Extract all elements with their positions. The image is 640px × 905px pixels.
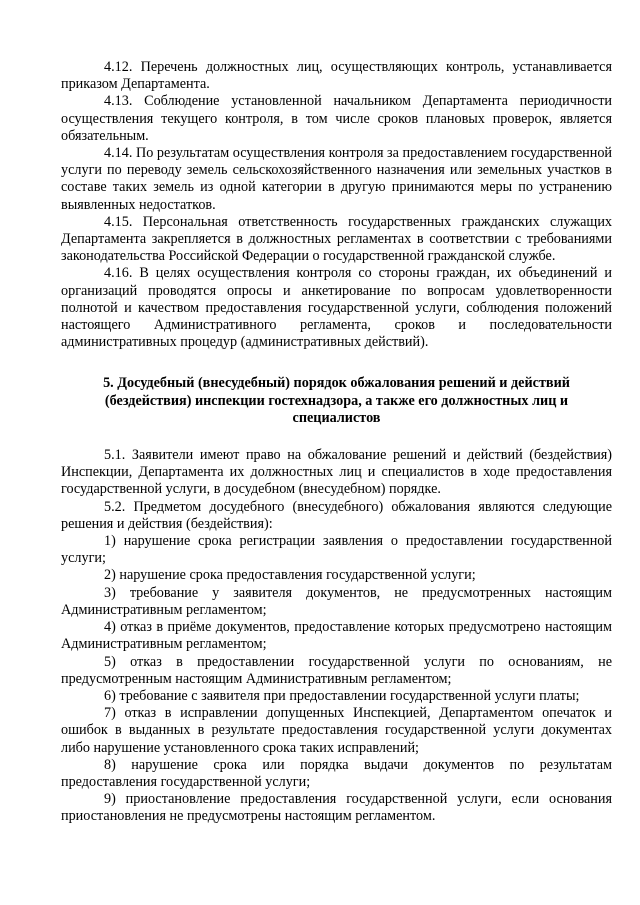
paragraph-5-1: 5.1. Заявители имеют право на обжалование решений и действий (бездействия) Инспекции, Департамента их должностных лиц и специалистов в ходе предоставления государственной услуги, в досудебном (внесудебном) порядке. [61,447,612,498]
list-item-8: 8) нарушение срока или порядка выдачи документов по результатам предоставления государственной услуги; [61,756,612,790]
list-item-1: 1) нарушение срока регистрации заявления о предоставлении государственной услуги; [61,533,612,567]
list-item-9: 9) приостановление предоставления государственной услуги, если основания приостановления не предусмотрены настоящим регламентом. [61,791,612,825]
list-item-4: 4) отказ в приёме документов, предоставление которых предусмотрено настоящим Административным регламентом; [61,619,612,653]
list-item-2: 2) нарушение срока предоставления государственной услуги; [104,567,476,584]
paragraph-4-16: 4.16. В целях осуществления контроля со стороны граждан, их объединений и организаций проводятся опросы и анкетирование по вопросам удовлетворенности полнотой и качеством предоставления государственной услуги, соблюдения положений настоящего Административного регламента, сроков и последовательности административных процедур (административных действий). [61,265,612,351]
section-5-heading: 5. Досудебный (внесудебный) порядок обжалования решений и действий (бездействия) инспекции гостехнадзора, а также его должностных лиц и специалистов [103,375,570,426]
paragraph-4-15: 4.15. Персональная ответственность государственных гражданских служащих Департамента закрепляется в должностных регламентах в соответствии с требованиями законодательства Российской Федерации о государственной гражданской службе. [61,213,612,265]
list-item-7: 7) отказ в исправлении допущенных Инспекцией, Департаментом опечаток и ошибок в выданных в результате предоставления государственной услуги документах либо нарушение установленного срока таких исправлений; [61,705,612,756]
list-item-5: 5) отказ в предоставлении государственной услуги по основаниям, не предусмотренным настоящим Административным регламентом; [61,653,612,687]
list-item-6: 6) требование с заявителя при предоставлении государственной услуги платы; [104,687,580,704]
paragraph-4-12: 4.12. Перечень должностных лиц, осуществляющих контроль, устанавливается приказом Департамента. [61,59,612,93]
paragraph-4-13: 4.13. Соблюдение установленной начальником Департамента периодичности осуществления текущего контроля, в том числе сроков плановых проверок, является обязательным. [61,93,612,144]
paragraph-5-2: 5.2. Предметом досудебного (внесудебного) обжалования являются следующие решения и действия (бездействия): [61,498,612,532]
document-body [61,59,612,826]
list-item-3: 3) требование у заявителя документов, не предусмотренных настоящим Административным регламентом; [61,584,612,618]
paragraph-4-14: 4.14. По результатам осуществления контроля за предоставлением государственной услуги по переводу земель сельскохозяйственного назначения или земельных участков в составе таких земель из одной категории в другую принимаются меры по устранению выявленных недостатков. [61,145,612,213]
